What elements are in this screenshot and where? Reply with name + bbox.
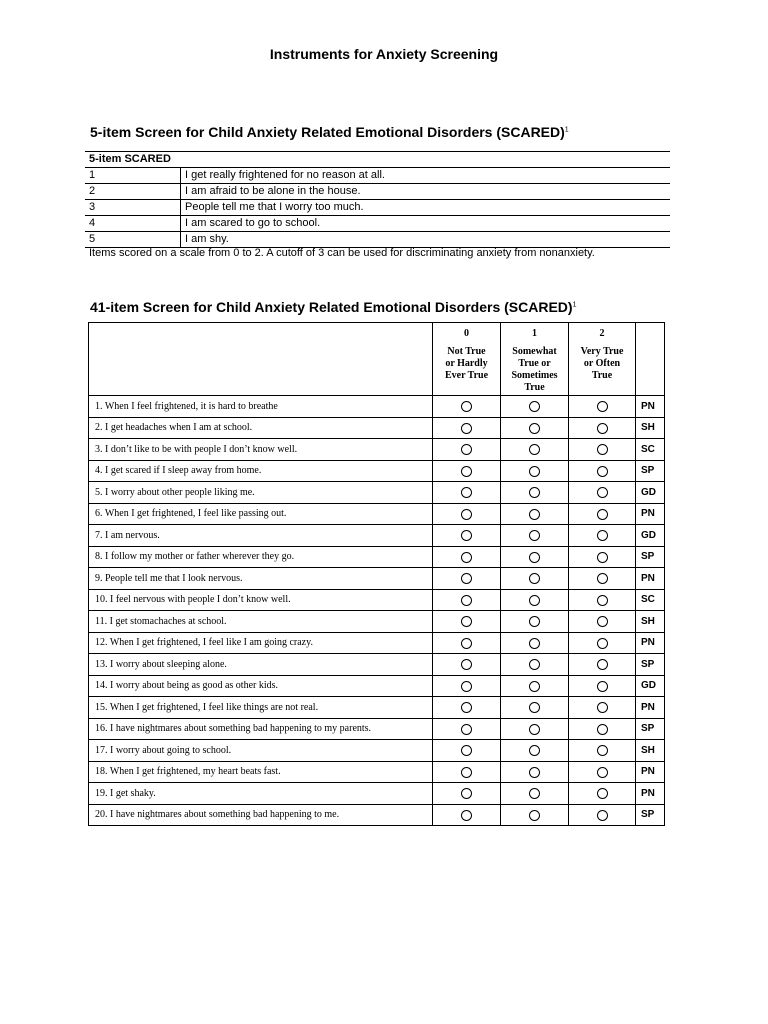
response-cell	[501, 525, 569, 547]
five-item-text: I am afraid to be alone in the house.	[181, 184, 671, 200]
question-text: 18. When I get frightened, my heart beats fast.	[89, 761, 433, 783]
response-cell	[569, 482, 636, 504]
question-row	[89, 740, 665, 762]
five-item-text: I am scared to go to school.	[181, 216, 671, 232]
radio-option-2[interactable]	[597, 552, 608, 563]
radio-option-0[interactable]	[461, 681, 472, 692]
response-cell	[433, 783, 501, 805]
radio-option-2[interactable]	[597, 702, 608, 713]
response-cell	[501, 675, 569, 697]
forty-one-item-heading-text: 41-item Screen for Child Anxiety Related Emotional Disorders (SCARED)	[90, 299, 573, 315]
five-item-number: 1	[85, 168, 181, 184]
radio-option-0[interactable]	[461, 659, 472, 670]
score-label-line: or Often	[583, 358, 621, 369]
radio-option-0[interactable]	[461, 702, 472, 713]
question-row	[89, 718, 665, 740]
radio-option-2[interactable]	[597, 638, 608, 649]
response-cell	[501, 654, 569, 676]
question-row	[89, 654, 665, 676]
radio-option-0[interactable]	[461, 724, 472, 735]
question-text: 10. I feel nervous with people I don’t know well.	[89, 589, 433, 611]
score-label-line: Not True	[447, 346, 486, 357]
radio-option-1[interactable]	[529, 530, 540, 541]
five-item-table	[85, 151, 670, 248]
five-item-note: Items scored on a scale from 0 to 2. A cutoff of 3 can be used for discriminating anxiety from nonanxiety.	[89, 247, 595, 259]
response-cell	[433, 460, 501, 482]
score-header-row	[89, 323, 665, 396]
five-item-number: 3	[85, 200, 181, 216]
response-cell	[433, 503, 501, 525]
five-item-row	[85, 184, 670, 200]
subscale-code: PN	[636, 396, 665, 418]
radio-option-2[interactable]	[597, 788, 608, 799]
question-row	[89, 589, 665, 611]
score-label-line: True	[524, 382, 545, 393]
response-cell	[501, 568, 569, 590]
radio-option-0[interactable]	[461, 444, 472, 455]
radio-option-0[interactable]	[461, 573, 472, 584]
radio-option-1[interactable]	[529, 810, 540, 821]
question-row	[89, 632, 665, 654]
response-cell	[569, 740, 636, 762]
question-text: 17. I worry about going to school.	[89, 740, 433, 762]
subscale-code: SH	[636, 417, 665, 439]
score-label-line: Sometimes	[511, 370, 558, 381]
radio-option-2[interactable]	[597, 724, 608, 735]
response-cell	[501, 740, 569, 762]
radio-option-2[interactable]	[597, 681, 608, 692]
radio-option-0[interactable]	[461, 487, 472, 498]
response-cell	[569, 525, 636, 547]
response-cell	[501, 697, 569, 719]
question-row	[89, 783, 665, 805]
radio-option-0[interactable]	[461, 810, 472, 821]
response-cell	[433, 697, 501, 719]
radio-option-1[interactable]	[529, 444, 540, 455]
subscale-code: SH	[636, 611, 665, 633]
response-cell	[501, 439, 569, 461]
score-value: 2	[599, 328, 605, 339]
response-cell	[433, 417, 501, 439]
response-cell	[569, 417, 636, 439]
question-row	[89, 761, 665, 783]
response-cell	[501, 632, 569, 654]
question-text: 13. I worry about sleeping alone.	[89, 654, 433, 676]
score-label-line: True	[591, 370, 613, 381]
radio-option-0[interactable]	[461, 638, 472, 649]
radio-option-1[interactable]	[529, 466, 540, 477]
radio-option-0[interactable]	[461, 788, 472, 799]
radio-option-1[interactable]	[529, 552, 540, 563]
radio-option-2[interactable]	[597, 595, 608, 606]
radio-option-1[interactable]	[529, 767, 540, 778]
question-text: 11. I get stomachaches at school.	[89, 611, 433, 633]
subscale-code: PN	[636, 761, 665, 783]
subscale-code: SC	[636, 439, 665, 461]
question-text: 6. When I get frightened, I feel like passing out.	[89, 503, 433, 525]
five-item-text: People tell me that I worry too much.	[181, 200, 671, 216]
radio-option-2[interactable]	[597, 573, 608, 584]
response-cell	[433, 568, 501, 590]
five-item-text: I get really frightened for no reason at all.	[181, 168, 671, 184]
response-cell	[569, 503, 636, 525]
score-label-line: Ever True	[444, 370, 489, 381]
radio-option-1[interactable]	[529, 659, 540, 670]
radio-option-1[interactable]	[529, 788, 540, 799]
response-cell	[569, 783, 636, 805]
response-cell	[569, 718, 636, 740]
question-text: 8. I follow my mother or father wherever they go.	[89, 546, 433, 568]
radio-option-1[interactable]	[529, 595, 540, 606]
radio-option-1[interactable]	[529, 745, 540, 756]
five-item-heading-text: 5-item Screen for Child Anxiety Related Emotional Disorders (SCARED)	[90, 124, 565, 140]
score-value: 0	[464, 328, 469, 339]
response-cell	[433, 482, 501, 504]
score-value: 1	[532, 328, 537, 339]
radio-option-0[interactable]	[461, 595, 472, 606]
radio-option-0[interactable]	[461, 423, 472, 434]
radio-option-1[interactable]	[529, 423, 540, 434]
response-cell	[569, 396, 636, 418]
radio-option-2[interactable]	[597, 487, 608, 498]
five-item-table-header-label: 5-item SCARED	[85, 152, 670, 168]
question-row	[89, 482, 665, 504]
radio-option-1[interactable]	[529, 724, 540, 735]
question-text: 2. I get headaches when I am at school.	[89, 417, 433, 439]
radio-option-2[interactable]	[597, 509, 608, 520]
question-header-cell	[89, 323, 433, 396]
subscale-code: PN	[636, 697, 665, 719]
response-cell	[433, 718, 501, 740]
radio-option-1[interactable]	[529, 573, 540, 584]
score-label-line: or Hardly	[445, 358, 488, 369]
five-item-row	[85, 168, 670, 184]
score-label-line: Very True	[580, 346, 624, 357]
radio-option-2[interactable]	[597, 466, 608, 477]
five-item-number: 5	[85, 232, 181, 248]
radio-option-1[interactable]	[529, 401, 540, 412]
response-cell	[433, 589, 501, 611]
score-label-line: True or	[518, 358, 551, 369]
subscale-code: GD	[636, 525, 665, 547]
response-cell	[433, 675, 501, 697]
question-row	[89, 611, 665, 633]
response-cell	[501, 503, 569, 525]
five-item-heading-footnote: 1	[564, 126, 569, 134]
subscale-code: PN	[636, 503, 665, 525]
question-text: 5. I worry about other people liking me.	[89, 482, 433, 504]
question-text: 14. I worry about being as good as other kids.	[89, 675, 433, 697]
code-header-cell	[636, 323, 665, 396]
five-item-table-header	[85, 152, 670, 168]
five-item-row	[85, 200, 670, 216]
radio-option-2[interactable]	[597, 810, 608, 821]
response-cell	[433, 546, 501, 568]
score-column-header	[433, 323, 501, 396]
question-text: 20. I have nightmares about something bad happening to me.	[89, 804, 433, 826]
response-cell	[501, 611, 569, 633]
subscale-code: PN	[636, 632, 665, 654]
radio-option-0[interactable]	[461, 530, 472, 541]
forty-one-item-heading	[90, 299, 577, 315]
response-cell	[433, 396, 501, 418]
subscale-code: PN	[636, 568, 665, 590]
radio-option-1[interactable]	[529, 487, 540, 498]
forty-one-item-table	[88, 322, 665, 826]
subscale-code: SP	[636, 460, 665, 482]
response-cell	[501, 396, 569, 418]
response-cell	[569, 546, 636, 568]
question-row	[89, 396, 665, 418]
response-cell	[501, 546, 569, 568]
radio-option-0[interactable]	[461, 509, 472, 520]
question-row	[89, 675, 665, 697]
response-cell	[433, 740, 501, 762]
question-row	[89, 460, 665, 482]
question-text: 1. When I feel frightened, it is hard to breathe	[89, 396, 433, 418]
response-cell	[433, 654, 501, 676]
subscale-code: SP	[636, 546, 665, 568]
radio-option-2[interactable]	[597, 745, 608, 756]
five-item-row	[85, 232, 670, 248]
question-row	[89, 697, 665, 719]
five-item-number: 4	[85, 216, 181, 232]
response-cell	[501, 761, 569, 783]
response-cell	[433, 632, 501, 654]
subscale-code: SC	[636, 589, 665, 611]
response-cell	[569, 439, 636, 461]
response-cell	[569, 761, 636, 783]
question-text: 16. I have nightmares about something bad happening to my parents.	[89, 718, 433, 740]
response-cell	[569, 632, 636, 654]
subscale-code: SP	[636, 654, 665, 676]
response-cell	[569, 568, 636, 590]
response-cell	[501, 482, 569, 504]
question-text: 3. I don’t like to be with people I don’t know well.	[89, 439, 433, 461]
question-row	[89, 503, 665, 525]
radio-option-2[interactable]	[597, 444, 608, 455]
response-cell	[569, 460, 636, 482]
forty-one-item-heading-footnote: 1	[572, 301, 577, 309]
response-cell	[569, 697, 636, 719]
response-cell	[433, 611, 501, 633]
question-row	[89, 568, 665, 590]
question-row	[89, 525, 665, 547]
response-cell	[501, 460, 569, 482]
question-text: 4. I get scared if I sleep away from home.	[89, 460, 433, 482]
radio-option-0[interactable]	[461, 466, 472, 477]
question-text: 15. When I get frightened, I feel like things are not real.	[89, 697, 433, 719]
score-column-header	[501, 323, 569, 396]
question-text: 7. I am nervous.	[89, 525, 433, 547]
radio-option-2[interactable]	[597, 659, 608, 670]
question-row	[89, 439, 665, 461]
response-cell	[501, 417, 569, 439]
question-text: 9. People tell me that I look nervous.	[89, 568, 433, 590]
response-cell	[433, 761, 501, 783]
response-cell	[501, 783, 569, 805]
response-cell	[433, 439, 501, 461]
page-title: Instruments for Anxiety Screening	[269, 46, 499, 62]
radio-option-1[interactable]	[529, 681, 540, 692]
five-item-heading	[90, 124, 569, 140]
response-cell	[501, 718, 569, 740]
response-cell	[433, 804, 501, 826]
radio-option-0[interactable]	[461, 616, 472, 627]
response-cell	[569, 589, 636, 611]
question-row	[89, 804, 665, 826]
radio-option-1[interactable]	[529, 702, 540, 713]
question-text: 12. When I get frightened, I feel like I am going crazy.	[89, 632, 433, 654]
radio-option-2[interactable]	[597, 423, 608, 434]
radio-option-0[interactable]	[461, 745, 472, 756]
response-cell	[569, 804, 636, 826]
response-cell	[569, 654, 636, 676]
subscale-code: SH	[636, 740, 665, 762]
subscale-code: GD	[636, 675, 665, 697]
radio-option-1[interactable]	[529, 638, 540, 649]
radio-option-0[interactable]	[461, 767, 472, 778]
question-text: 19. I get shaky.	[89, 783, 433, 805]
subscale-code: SP	[636, 718, 665, 740]
score-column-header	[569, 323, 636, 396]
radio-option-2[interactable]	[597, 767, 608, 778]
radio-option-0[interactable]	[461, 401, 472, 412]
radio-option-1[interactable]	[529, 616, 540, 627]
subscale-code: GD	[636, 482, 665, 504]
response-cell	[569, 611, 636, 633]
five-item-row	[85, 216, 670, 232]
five-item-number: 2	[85, 184, 181, 200]
subscale-code: SP	[636, 804, 665, 826]
radio-option-2[interactable]	[597, 401, 608, 412]
five-item-text: I am shy.	[181, 232, 671, 248]
response-cell	[433, 525, 501, 547]
radio-option-2[interactable]	[597, 616, 608, 627]
radio-option-0[interactable]	[461, 552, 472, 563]
question-row	[89, 417, 665, 439]
subscale-code: PN	[636, 783, 665, 805]
response-cell	[569, 675, 636, 697]
response-cell	[501, 804, 569, 826]
radio-option-1[interactable]	[529, 509, 540, 520]
question-row	[89, 546, 665, 568]
radio-option-2[interactable]	[597, 530, 608, 541]
response-cell	[501, 589, 569, 611]
score-label-line: Somewhat	[512, 346, 557, 357]
